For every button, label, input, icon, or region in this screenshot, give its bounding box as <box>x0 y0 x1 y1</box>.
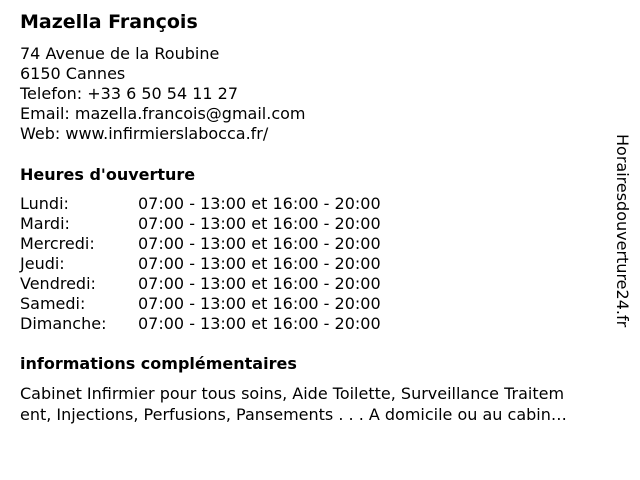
day-label: Samedi: <box>20 294 86 313</box>
time-range: 07:00 - 13:00 et 16:00 - 20:00 <box>138 254 381 273</box>
hours-row-mercredi <box>20 234 381 254</box>
brand-watermark: Horairesdouverture24.fr <box>613 134 632 328</box>
business-name: Mazella François <box>20 11 198 33</box>
hours-row-lundi <box>20 194 381 214</box>
email-line[interactable]: Email: mazella.francois@gmail.com <box>20 104 306 123</box>
hours-row-vendredi <box>20 274 381 294</box>
hours-table <box>20 194 381 334</box>
day-label: Mercredi: <box>20 234 95 253</box>
time-range: 07:00 - 13:00 et 16:00 - 20:00 <box>138 314 381 333</box>
hours-row-mardi <box>20 214 381 234</box>
hours-row-jeudi <box>20 254 381 274</box>
day-label: Dimanche: <box>20 314 107 333</box>
info-description <box>20 383 625 425</box>
time-range: 07:00 - 13:00 et 16:00 - 20:00 <box>138 294 381 313</box>
address-street: 74 Avenue de la Roubine <box>20 44 220 63</box>
day-label: Lundi: <box>20 194 69 213</box>
time-range: 07:00 - 13:00 et 16:00 - 20:00 <box>138 214 381 233</box>
info-line-2: ent, Injections, Perfusions, Pansements . . . A domicile ou au cabin… <box>20 405 567 424</box>
phone-line[interactable]: Telefon: +33 6 50 54 11 27 <box>20 84 239 103</box>
time-range: 07:00 - 13:00 et 16:00 - 20:00 <box>138 194 381 213</box>
contact-block <box>20 44 306 144</box>
day-label: Jeudi: <box>20 254 65 273</box>
hours-heading: Heures d'ouverture <box>20 165 196 184</box>
address-city: 6150 Cannes <box>20 64 126 83</box>
hours-row-dimanche <box>20 314 381 334</box>
web-line[interactable]: Web: www.infirmierslabocca.fr/ <box>20 124 269 143</box>
info-line-1: Cabinet Infirmier pour tous soins, Aide Toilette, Surveillance Traitem <box>20 384 565 403</box>
time-range: 07:00 - 13:00 et 16:00 - 20:00 <box>138 274 381 293</box>
hours-row-samedi <box>20 294 381 314</box>
time-range: 07:00 - 13:00 et 16:00 - 20:00 <box>138 234 381 253</box>
day-label: Vendredi: <box>20 274 96 293</box>
day-label: Mardi: <box>20 214 70 233</box>
info-heading: informations complémentaires <box>20 354 297 373</box>
